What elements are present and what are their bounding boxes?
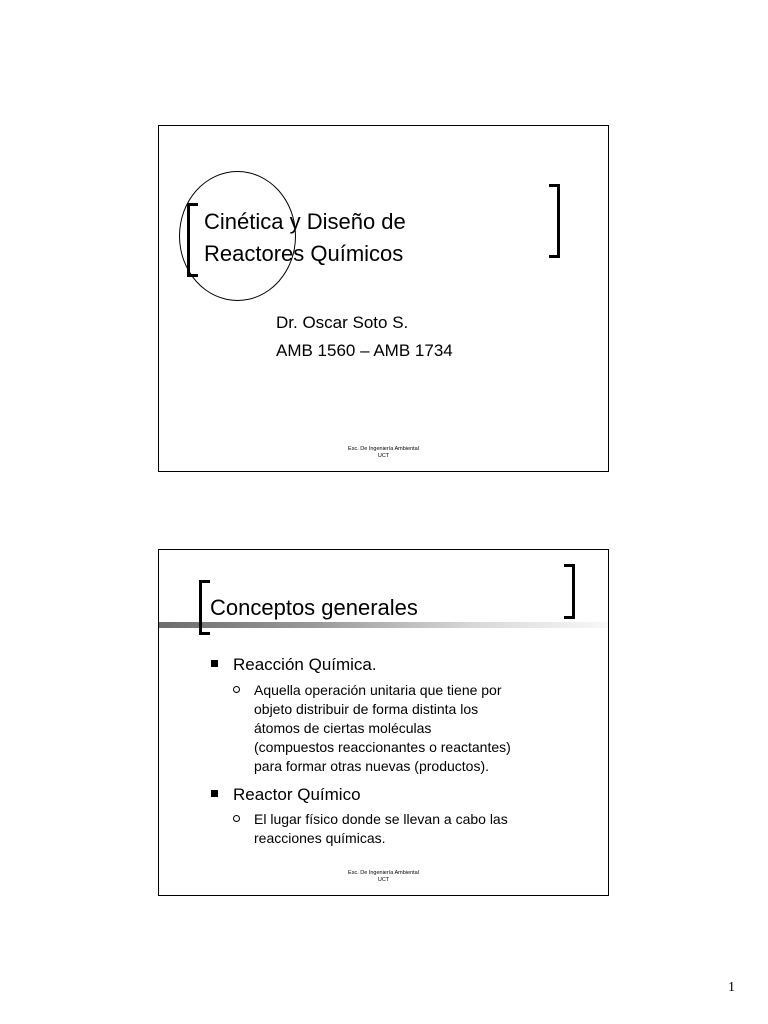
right-bracket	[564, 564, 575, 619]
bullet-label: Reacción Química.	[233, 655, 377, 674]
left-bracket	[199, 580, 210, 635]
slide-title-text	[204, 206, 406, 270]
slide-title-text: Conceptos generales	[210, 595, 418, 620]
slide-footer	[159, 870, 608, 884]
circle-bullet-icon	[233, 815, 240, 822]
footer-university: UCT	[377, 453, 390, 459]
author-block	[276, 309, 453, 365]
bullet-item	[211, 655, 377, 675]
sub-bullet-line: Aquella operación unitaria que tiene por	[254, 682, 502, 698]
title-underline-bar	[159, 622, 608, 628]
square-bullet-icon	[211, 660, 218, 667]
sub-bullet-line: reacciones químicas.	[254, 830, 386, 846]
footer-school: Esc. De Ingeniería Ambiental	[348, 870, 419, 876]
bullet-item	[211, 785, 361, 805]
title-line-2: Reactores Químicos	[204, 241, 404, 266]
page-number: 1	[728, 980, 735, 995]
slide-title	[158, 125, 609, 472]
sub-bullet-line: átomos de ciertas moléculas	[254, 720, 432, 736]
sub-bullet-line: objeto distribuir de forma distinta los	[254, 701, 479, 717]
circle-bullet-icon	[233, 686, 240, 693]
left-bracket	[187, 203, 198, 277]
footer-university: UCT	[377, 877, 390, 883]
square-bullet-icon	[211, 790, 218, 797]
sub-bullet-line: para formar otras nuevas (productos).	[254, 758, 489, 774]
slide-footer	[159, 446, 608, 460]
bullet-label: Reactor Químico	[233, 785, 361, 804]
title-line-1: Cinética y Diseño de	[204, 209, 406, 234]
right-bracket	[549, 184, 560, 258]
slide-concepts	[158, 549, 609, 896]
sub-bullet-line: (compuestos reaccionantes o reactantes)	[254, 739, 511, 755]
course-codes: AMB 1560 – AMB 1734	[276, 341, 453, 360]
footer-school: Esc. De Ingeniería Ambiental	[348, 446, 419, 452]
sub-bullet-line: El lugar físico donde se llevan a cabo las	[254, 811, 508, 827]
author-name: Dr. Oscar Soto S.	[276, 313, 409, 332]
